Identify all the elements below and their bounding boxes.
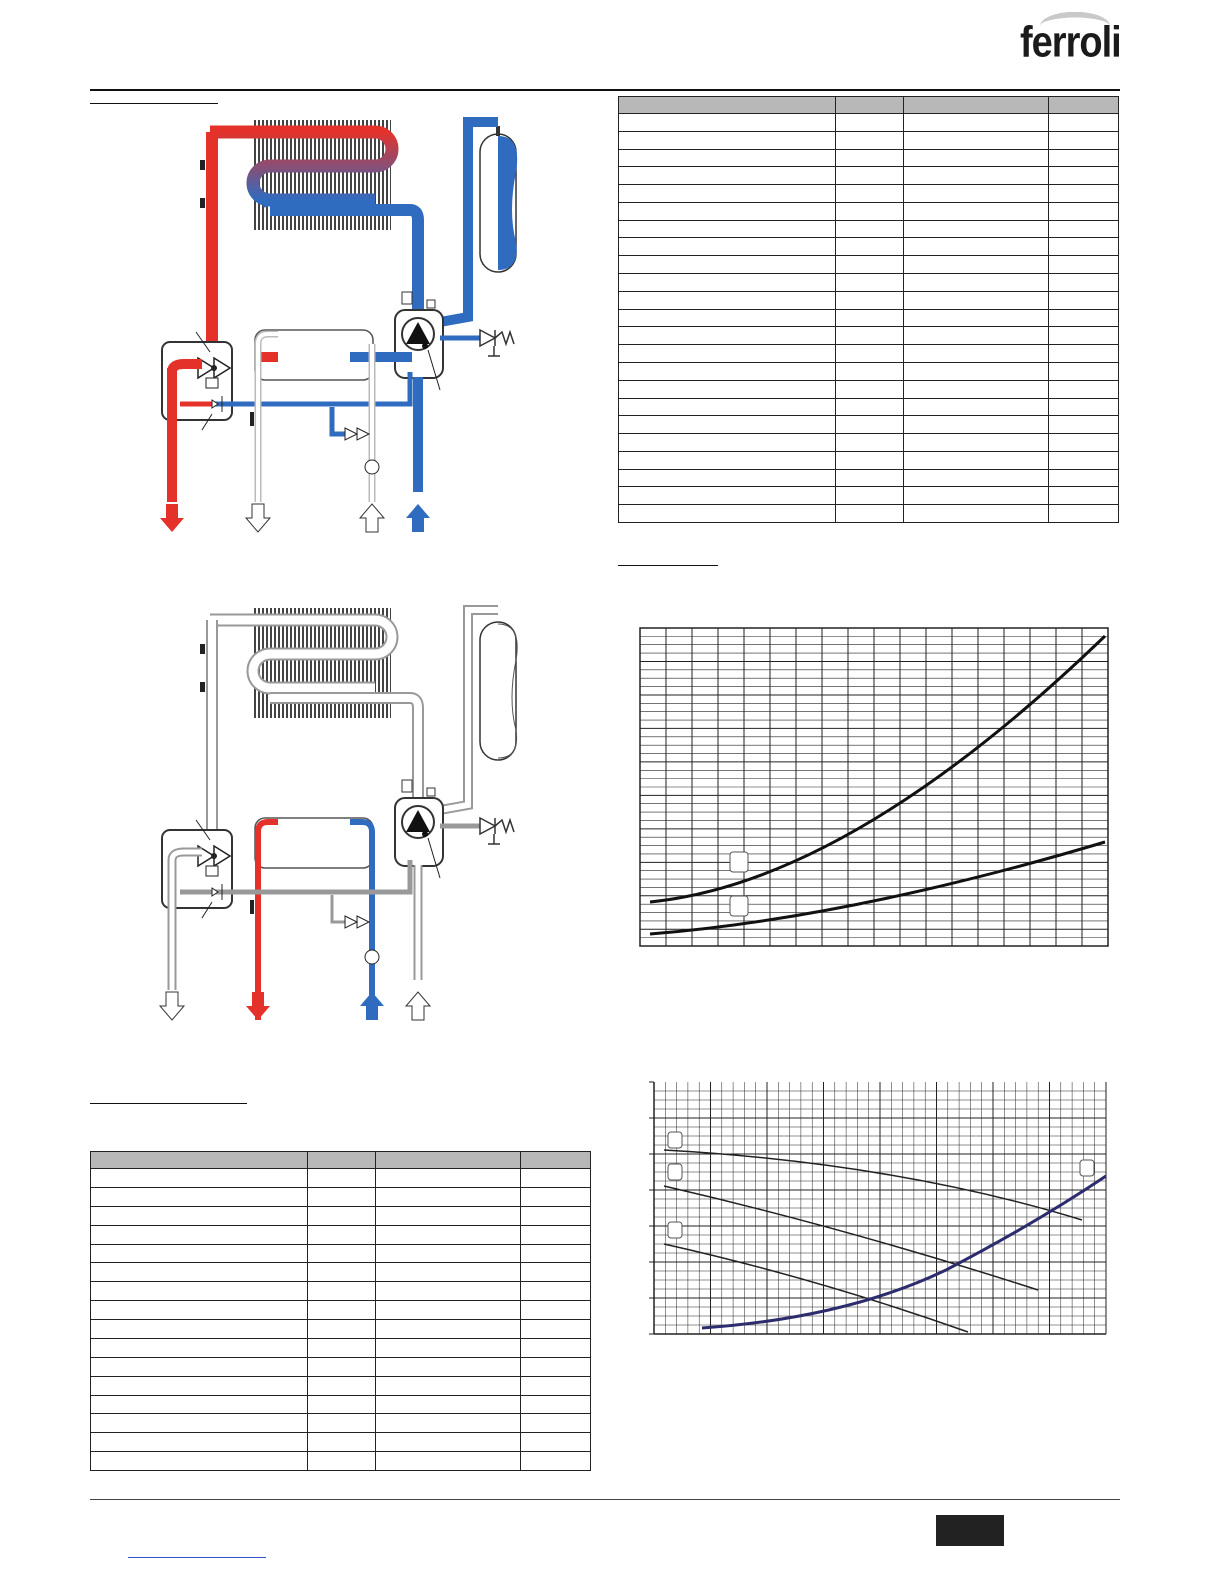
- table-cell: [376, 1206, 521, 1225]
- table-cell: [836, 220, 904, 238]
- table-cell: [308, 1414, 376, 1433]
- table-cell: [521, 1187, 591, 1206]
- table-cell: [904, 451, 1049, 469]
- arrow-blue-in: [406, 504, 430, 532]
- table-cell: [619, 469, 836, 487]
- table-row: [619, 149, 1119, 167]
- table-cell: [619, 149, 836, 167]
- table-cell: [91, 1320, 308, 1339]
- table-cell: [1049, 487, 1119, 505]
- table-cell: [836, 327, 904, 345]
- table-cell: [904, 238, 1049, 256]
- table-cell: [521, 1338, 591, 1357]
- table-cell: [308, 1357, 376, 1376]
- table-cell: [521, 1225, 591, 1244]
- table-cell: [308, 1187, 376, 1206]
- table-cell: [91, 1357, 308, 1376]
- hydraulic-diagram-dhw: [150, 600, 530, 1030]
- table-row: [619, 434, 1119, 452]
- table-cell: [904, 149, 1049, 167]
- hydraulic-diagram-heating: [150, 112, 530, 542]
- table-cell: [308, 1376, 376, 1395]
- table-cell: [521, 1169, 591, 1188]
- table-row: [619, 345, 1119, 363]
- table-cell: [836, 469, 904, 487]
- table-cell: [836, 434, 904, 452]
- table-cell: [904, 345, 1049, 363]
- table-cell: [521, 1414, 591, 1433]
- table-cell: [904, 487, 1049, 505]
- table-row: [91, 1301, 591, 1320]
- table-row: [91, 1263, 591, 1282]
- table-cell: [521, 1320, 591, 1339]
- table-row: [619, 131, 1119, 149]
- table-cell: [619, 398, 836, 416]
- flow-sensor-icon: [365, 950, 379, 964]
- table-cell: [904, 362, 1049, 380]
- table-cell: [308, 1263, 376, 1282]
- table-row: [91, 1225, 591, 1244]
- table-cell: [904, 114, 1049, 132]
- table-cell: [91, 1338, 308, 1357]
- table-cell: [1049, 202, 1119, 220]
- table-row: [619, 185, 1119, 203]
- table-cell: [521, 1433, 591, 1452]
- table-header-cell: [619, 97, 836, 114]
- table-cell: [91, 1414, 308, 1433]
- table-cell: [521, 1452, 591, 1471]
- table-cell: [836, 380, 904, 398]
- table-row: [619, 469, 1119, 487]
- curve-label-box-system: [1080, 1160, 1094, 1176]
- table-row: [91, 1187, 591, 1206]
- table-cell: [619, 291, 836, 309]
- table-cell: [1049, 131, 1119, 149]
- table-cell: [1049, 416, 1119, 434]
- ferroli-logo: [1020, 19, 1120, 70]
- table-cell: [836, 238, 904, 256]
- table-cell: [836, 398, 904, 416]
- table-cell: [836, 131, 904, 149]
- table-cell: [619, 434, 836, 452]
- table-cell: [1049, 362, 1119, 380]
- table-cell: [836, 256, 904, 274]
- table-cell: [376, 1395, 521, 1414]
- table-cell: [904, 167, 1049, 185]
- table-cell: [619, 487, 836, 505]
- table-cell: [91, 1452, 308, 1471]
- table-header-cell: [91, 1152, 308, 1169]
- table-cell: [308, 1206, 376, 1225]
- table-cell: [1049, 505, 1119, 523]
- table-row: [91, 1433, 591, 1452]
- table-row: [619, 398, 1119, 416]
- table-cell: [376, 1338, 521, 1357]
- table-row: [619, 274, 1119, 292]
- table-cell: [1049, 185, 1119, 203]
- table-header-cell: [376, 1152, 521, 1169]
- table-cell: [308, 1338, 376, 1357]
- table-cell: [904, 309, 1049, 327]
- table-cell: [521, 1301, 591, 1320]
- arrow-white-in: [406, 992, 430, 1020]
- table-row: [91, 1320, 591, 1339]
- safety-valve-icon: [480, 330, 514, 346]
- table-cell: [904, 469, 1049, 487]
- table-cell: [91, 1206, 308, 1225]
- table-row: [619, 256, 1119, 274]
- table-row: [619, 451, 1119, 469]
- table-row: [619, 167, 1119, 185]
- table-row: [91, 1395, 591, 1414]
- table-cell: [619, 185, 836, 203]
- table-cell: [836, 185, 904, 203]
- table-cell: [619, 114, 836, 132]
- expansion-vessel: [480, 622, 516, 760]
- table-cell: [904, 220, 1049, 238]
- table-cell: [1049, 327, 1119, 345]
- table-cell: [619, 345, 836, 363]
- table-cell: [1049, 380, 1119, 398]
- table-cell: [521, 1376, 591, 1395]
- table-cell: [521, 1263, 591, 1282]
- table-cell: [376, 1301, 521, 1320]
- table-row: [619, 309, 1119, 327]
- table-cell: [836, 291, 904, 309]
- table-cell: [1049, 469, 1119, 487]
- table-cell: [91, 1187, 308, 1206]
- technical-data-table-left: [90, 1151, 591, 1471]
- table-header-cell: [308, 1152, 376, 1169]
- table-cell: [376, 1433, 521, 1452]
- table-header-cell: [1049, 97, 1119, 114]
- table-cell: [1049, 114, 1119, 132]
- table-row: [619, 220, 1119, 238]
- pressure-loss-chart: [630, 622, 1110, 952]
- table-row: [91, 1452, 591, 1471]
- table-row: [91, 1282, 591, 1301]
- table-cell: [521, 1244, 591, 1263]
- table-cell: [1049, 291, 1119, 309]
- table-cell: [619, 327, 836, 345]
- table-row: [619, 380, 1119, 398]
- table-cell: [836, 202, 904, 220]
- table-cell: [904, 327, 1049, 345]
- table-cell: [308, 1301, 376, 1320]
- table-header-cell: [521, 1152, 591, 1169]
- table-cell: [91, 1263, 308, 1282]
- table-cell: [376, 1376, 521, 1395]
- table-cell: [619, 220, 836, 238]
- table-cell: [904, 380, 1049, 398]
- table-cell: [904, 416, 1049, 434]
- table-cell: [1049, 309, 1119, 327]
- table-cell: [836, 274, 904, 292]
- table-cell: [376, 1244, 521, 1263]
- table-row: [619, 238, 1119, 256]
- table-cell: [836, 309, 904, 327]
- table-cell: [836, 451, 904, 469]
- table-cell: [836, 487, 904, 505]
- flow-sensor-icon: [365, 460, 379, 474]
- section-heading-rule-table-left: [90, 1103, 247, 1104]
- curve-label-box-3: [668, 1222, 682, 1238]
- table-cell: [619, 380, 836, 398]
- table-cell: [376, 1263, 521, 1282]
- table-cell: [1049, 434, 1119, 452]
- table-cell: [1049, 274, 1119, 292]
- table-cell: [619, 274, 836, 292]
- arrow-blue-in: [360, 992, 384, 1020]
- arrow-white-in: [360, 504, 384, 532]
- table-cell: [376, 1225, 521, 1244]
- table-cell: [619, 131, 836, 149]
- table-cell: [521, 1357, 591, 1376]
- table-cell: [904, 434, 1049, 452]
- table-cell: [619, 416, 836, 434]
- header-rule: [90, 89, 1120, 91]
- table-cell: [904, 185, 1049, 203]
- table-cell: [376, 1414, 521, 1433]
- table-cell: [308, 1433, 376, 1452]
- table-cell: [91, 1433, 308, 1452]
- table-cell: [308, 1225, 376, 1244]
- table-cell: [619, 256, 836, 274]
- table-cell: [904, 398, 1049, 416]
- table-cell: [308, 1282, 376, 1301]
- fill-valve-icon: [345, 916, 369, 928]
- table-cell: [836, 149, 904, 167]
- table-row: [91, 1169, 591, 1188]
- table-row: [91, 1357, 591, 1376]
- table-row: [619, 416, 1119, 434]
- table-cell: [836, 505, 904, 523]
- table-cell: [91, 1395, 308, 1414]
- table-header-row: [619, 97, 1119, 114]
- table-cell: [904, 256, 1049, 274]
- curve-label-box-1: [668, 1132, 682, 1148]
- plate-heat-exchanger: [255, 818, 373, 868]
- table-cell: [1049, 345, 1119, 363]
- table-cell: [376, 1452, 521, 1471]
- footer-rule: [90, 1499, 1120, 1500]
- arrow-white-out: [246, 504, 270, 532]
- table-row: [619, 487, 1119, 505]
- table-cell: [836, 345, 904, 363]
- table-cell: [308, 1320, 376, 1339]
- curve-label-box-lower: [730, 896, 748, 916]
- table-cell: [619, 202, 836, 220]
- logo-swoosh: [1040, 12, 1110, 41]
- table-row: [91, 1244, 591, 1263]
- table-cell: [1049, 167, 1119, 185]
- table-cell: [376, 1187, 521, 1206]
- table-row: [619, 505, 1119, 523]
- table-cell: [1049, 451, 1119, 469]
- fill-valve-icon: [345, 428, 369, 440]
- arrow-white-out: [160, 992, 184, 1020]
- table-cell: [836, 167, 904, 185]
- table-cell: [1049, 398, 1119, 416]
- table-cell: [521, 1395, 591, 1414]
- table-cell: [619, 362, 836, 380]
- table-cell: [308, 1244, 376, 1263]
- table-cell: [376, 1282, 521, 1301]
- table-cell: [91, 1244, 308, 1263]
- table-cell: [1049, 238, 1119, 256]
- table-cell: [1049, 256, 1119, 274]
- table-cell: [619, 238, 836, 256]
- table-cell: [904, 202, 1049, 220]
- curve-label-box-2: [668, 1164, 682, 1180]
- section-heading-rule-charts: [618, 565, 718, 566]
- table-cell: [376, 1357, 521, 1376]
- table-row: [91, 1338, 591, 1357]
- table-cell: [308, 1395, 376, 1414]
- curve-label-box-upper: [730, 852, 748, 872]
- table-cell: [91, 1225, 308, 1244]
- arrow-hot-out: [246, 992, 270, 1020]
- table-cell: [308, 1452, 376, 1471]
- table-cell: [376, 1320, 521, 1339]
- section-heading-rule-diagrams: [90, 103, 218, 104]
- table-row: [91, 1206, 591, 1225]
- table-row: [619, 362, 1119, 380]
- table-cell: [619, 167, 836, 185]
- table-cell: [91, 1376, 308, 1395]
- table-cell: [904, 291, 1049, 309]
- arrow-hot-out: [160, 504, 184, 532]
- table-cell: [91, 1169, 308, 1188]
- table-cell: [619, 451, 836, 469]
- table-cell: [904, 131, 1049, 149]
- table-cell: [521, 1206, 591, 1225]
- table-header-cell: [836, 97, 904, 114]
- table-row: [619, 202, 1119, 220]
- table-row: [619, 114, 1119, 132]
- table-cell: [91, 1301, 308, 1320]
- table-cell: [308, 1169, 376, 1188]
- pump-curve-chart: [646, 1078, 1116, 1338]
- table-cell: [904, 505, 1049, 523]
- footer-link[interactable]: [128, 1557, 266, 1558]
- table-row: [91, 1414, 591, 1433]
- table-cell: [619, 309, 836, 327]
- table-cell: [376, 1169, 521, 1188]
- table-cell: [836, 362, 904, 380]
- table-row: [619, 291, 1119, 309]
- table-cell: [91, 1282, 308, 1301]
- safety-valve-icon: [480, 818, 514, 834]
- table-cell: [836, 416, 904, 434]
- technical-data-table-right: [618, 96, 1119, 523]
- table-cell: [619, 505, 836, 523]
- logo-wordmark: ferroli: [1020, 18, 1121, 67]
- table-cell: [1049, 220, 1119, 238]
- table-row: [619, 327, 1119, 345]
- table-header-row: [91, 1152, 591, 1169]
- table-cell: [904, 274, 1049, 292]
- page-number-box: [936, 1515, 1004, 1546]
- table-cell: [836, 114, 904, 132]
- table-header-cell: [904, 97, 1049, 114]
- table-cell: [521, 1282, 591, 1301]
- table-row: [91, 1376, 591, 1395]
- table-cell: [1049, 149, 1119, 167]
